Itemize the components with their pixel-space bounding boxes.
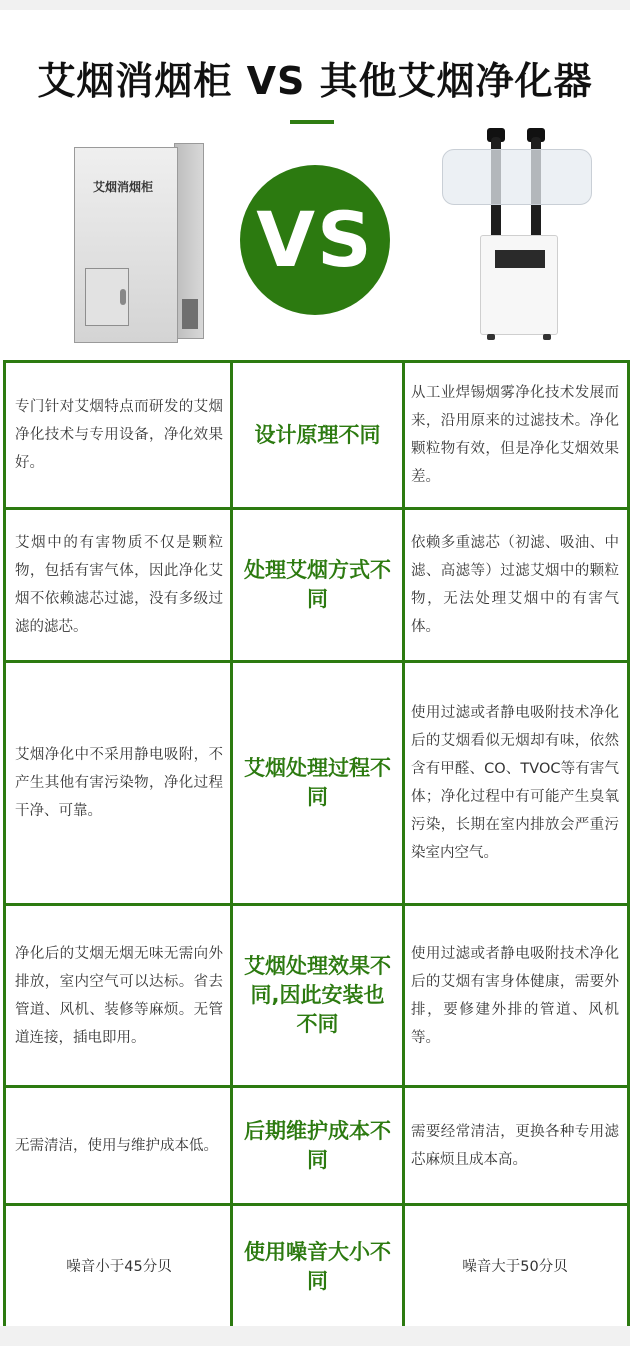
cabinet-product-image (74, 143, 204, 345)
purifier-foot-right (543, 334, 551, 340)
table-row (5, 905, 629, 1087)
row-heading-cell: 艾烟处理过程不同 (232, 662, 404, 905)
row-left-cell: 噪音小于45分贝 (5, 1205, 232, 1330)
door-handle (120, 289, 126, 305)
row-left-cell: 专门针对艾烟特点而研发的艾烟净化技术与专用设备，净化效果好。 (5, 362, 232, 509)
table-row (5, 509, 629, 662)
row-left-cell: 净化后的艾烟无烟无味无需向外排放，室内空气可以达标。省去管道、风机、装修等麻烦。无管道连接，插电即用。 (5, 905, 232, 1087)
purifier-hood (442, 149, 592, 205)
row-right-cell: 使用过滤或者静电吸附技术净化后的艾烟看似无烟却有味，依然含有甲醛、CO、TVOC等有害气体；净化过程中有可能产生臭氧污染，长期在室内排放会严重污染室内空气。 (404, 662, 629, 905)
row-left-cell: 艾烟净化中不采用静电吸附，不产生其他有害污染物，净化过程干净、可靠。 (5, 662, 232, 905)
bottom-strip (0, 1326, 630, 1346)
table-row (5, 362, 629, 509)
row-right-cell: 噪音大于50分贝 (404, 1205, 629, 1330)
row-heading-cell: 处理艾烟方式不同 (232, 509, 404, 662)
purifier-foot-left (487, 334, 495, 340)
row-left-cell: 艾烟中的有害物质不仅是颗粒物，包括有害气体，因此净化艾烟不依赖滤芯过滤，没有多级过滤的滤芯。 (5, 509, 232, 662)
row-heading-cell: 使用噪音大小不同 (232, 1205, 404, 1330)
cabinet-label: 艾烟消烟柜 (93, 180, 154, 194)
table-row (5, 1087, 629, 1205)
cabinet-vent (182, 299, 198, 329)
cabinet-front-panel (74, 147, 178, 343)
row-right-cell: 从工业焊锡烟雾净化技术发展而来，沿用原来的过滤技术。净化颗粒物有效，但是净化艾烟效果差。 (404, 362, 629, 509)
table-row (5, 1205, 629, 1330)
purifier-product-image (440, 125, 600, 340)
row-right-cell: 依赖多重滤芯（初滤、吸油、中滤、高滤等）过滤艾烟中的颗粒物，无法处理艾烟中的有害气体。 (404, 509, 629, 662)
cabinet-door (85, 268, 129, 326)
row-heading-cell: 艾烟处理效果不同,因此安装也不同 (232, 905, 404, 1087)
purifier-unit (480, 235, 558, 335)
row-right-cell: 需要经常清洁，更换各种专用滤芯麻烦且成本高。 (404, 1087, 629, 1205)
top-strip (0, 0, 630, 10)
row-heading-cell: 设计原理不同 (232, 362, 404, 509)
table-row (5, 662, 629, 905)
row-right-cell: 使用过滤或者静电吸附技术净化后的艾烟有害身体健康，需要外排，要修建外排的管道、风机等。 (404, 905, 629, 1087)
title-underline (290, 120, 334, 124)
vs-badge: VS (240, 165, 390, 315)
row-left-cell: 无需清洁，使用与维护成本低。 (5, 1087, 232, 1205)
page-title: 艾烟消烟柜 VS 其他艾烟净化器 (37, 59, 593, 103)
purifier-display (495, 250, 545, 268)
comparison-table (3, 360, 630, 1331)
row-heading-cell: 后期维护成本不同 (232, 1087, 404, 1205)
